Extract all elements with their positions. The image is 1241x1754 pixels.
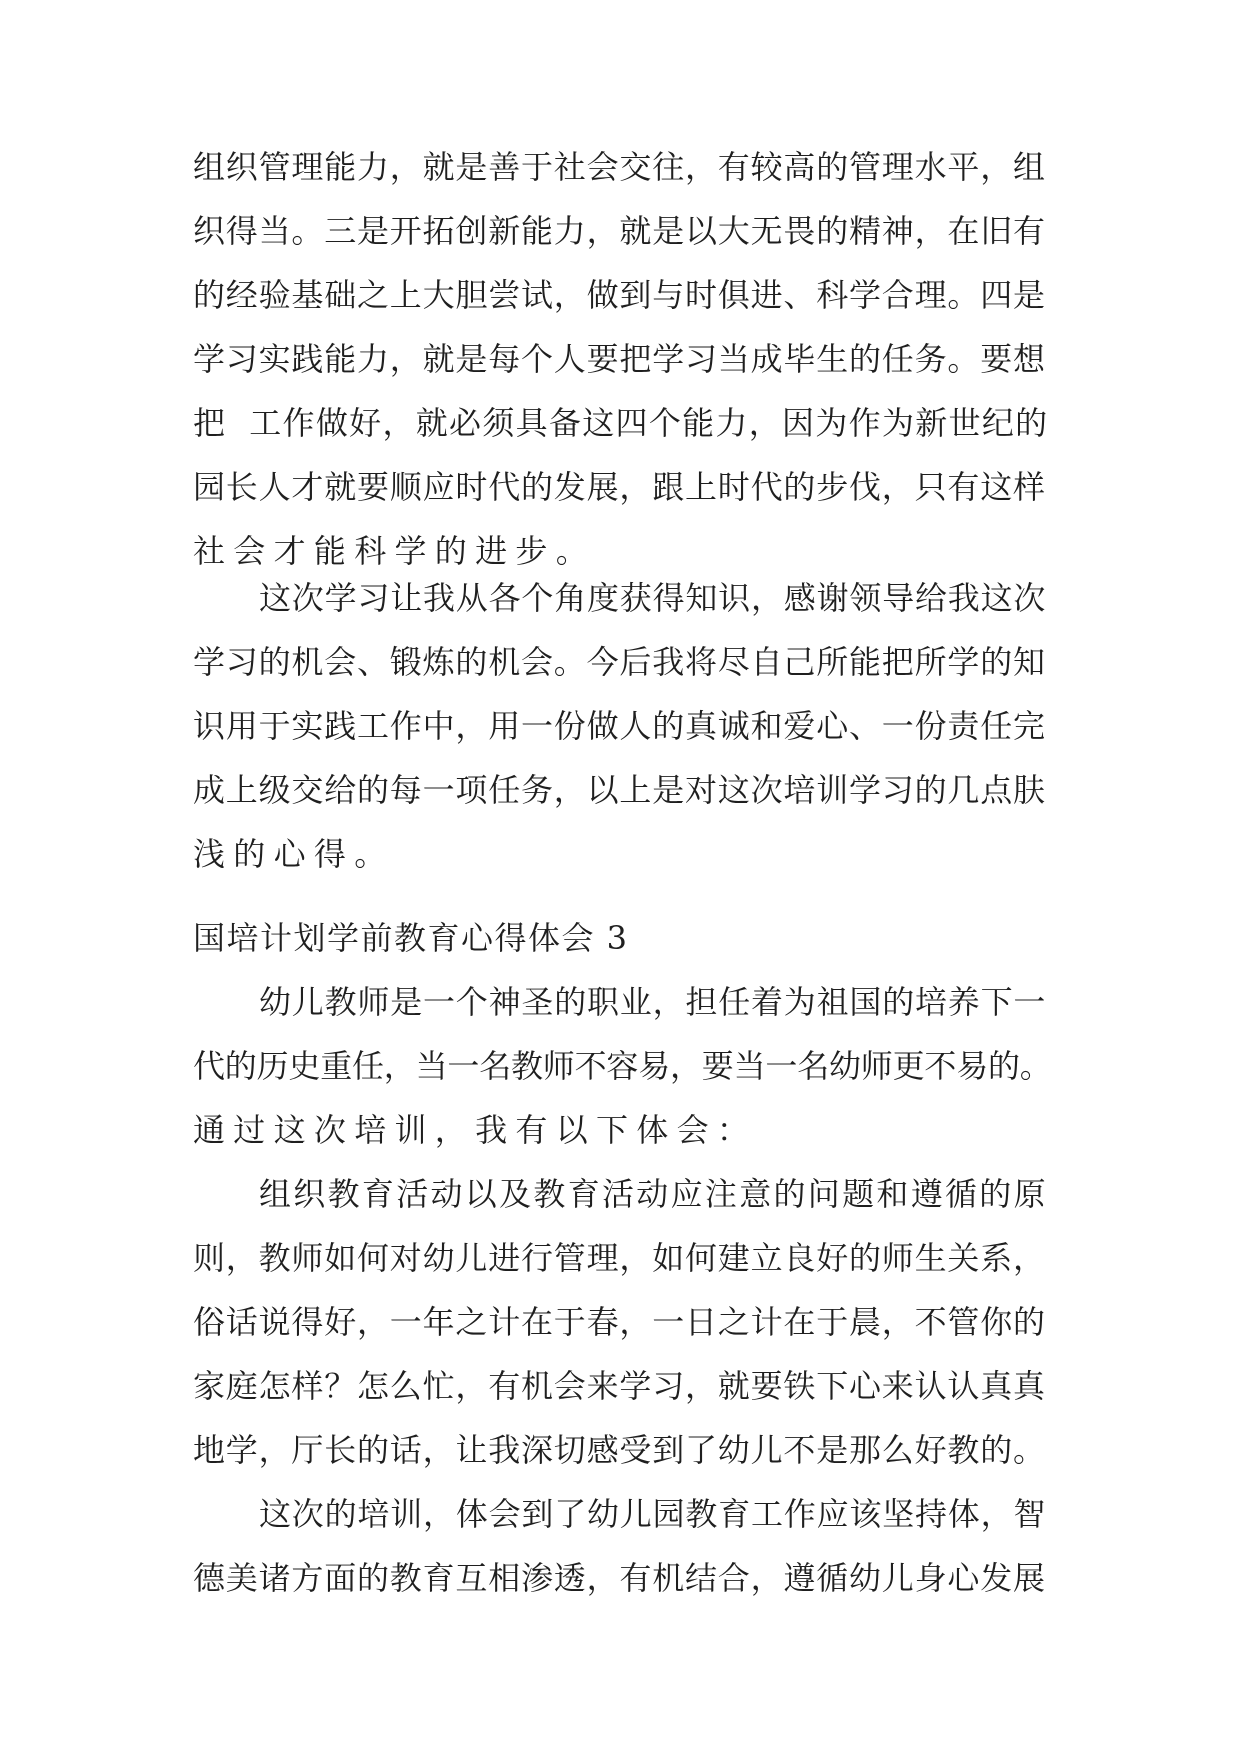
text-line: 的经验基础之上大胆尝试，做到与时俱进、科学合理。四是 bbox=[193, 276, 1046, 314]
text-line: 这次的培训，体会到了幼儿园教育工作应该坚持体，智 bbox=[259, 1495, 1047, 1533]
text-line: 织得当。三是开拓创新能力，就是以大无畏的精神，在旧有 bbox=[193, 212, 1046, 250]
text-line: 学习实践能力，就是每个人要把学习当成毕生的任务。要想 bbox=[193, 340, 1046, 378]
text-line: 家庭怎样？怎么忙，有机会来学习，就要铁下心来认认真真 bbox=[193, 1367, 1046, 1405]
paragraph-2 bbox=[193, 566, 1053, 886]
section-heading: 国培计划学前教育心得体会 3 bbox=[193, 919, 629, 957]
text-line: 幼儿教师是一个神圣的职业，担任着为祖国的培养下一 bbox=[259, 983, 1047, 1021]
text-line: 成上级交给的每一项任务，以上是对这次培训学习的几点肤 bbox=[193, 771, 1046, 809]
paragraph-5 bbox=[193, 1482, 1053, 1610]
text-line: 德美诸方面的教育互相渗透，有机结合，遵循幼儿身心发展 bbox=[193, 1559, 1046, 1597]
text-line: 俗话说得好，一年之计在于春，一日之计在于晨，不管你的 bbox=[193, 1303, 1046, 1341]
text-line: 社会才能科学的进步。 bbox=[193, 532, 597, 570]
text-line: 地学，厅长的话，让我深切感受到了幼儿不是那么好教的。 bbox=[193, 1431, 1046, 1469]
text-line: 学习的机会、锻炼的机会。今后我将尽自己所能把所学的知 bbox=[193, 643, 1046, 681]
paragraph-4 bbox=[193, 1162, 1053, 1482]
text-line: 园长人才就要顺应时代的发展，跟上时代的步伐，只有这样 bbox=[193, 468, 1046, 506]
text-line: 则，教师如何对幼儿进行管理，如何建立良好的师生关系， bbox=[193, 1239, 1046, 1277]
text-line: 代的历史重任，当一名教师不容易，要当一名幼师更不易的。 bbox=[193, 1047, 1052, 1085]
text-line: 组织教育活动以及教育活动应注意的问题和遵循的原 bbox=[259, 1175, 1048, 1213]
paragraph-1 bbox=[193, 135, 1053, 583]
text-line: 这次学习让我从各个角度获得知识，感谢领导给我这次 bbox=[259, 579, 1047, 617]
text-line: 通过这次培训，我有以下体会： bbox=[193, 1111, 758, 1149]
paragraph-3 bbox=[193, 970, 1053, 1162]
text-line: 把 工作做好，就必须具备这四个能力，因为作为新世纪的 bbox=[193, 404, 1049, 442]
text-line: 识用于实践工作中，用一份做人的真诚和爱心、一份责任完 bbox=[193, 707, 1046, 745]
text-line: 组织管理能力，就是善于社会交往，有较高的管理水平，组 bbox=[193, 148, 1046, 186]
section-heading-block bbox=[193, 906, 1053, 970]
text-line: 浅的心得。 bbox=[193, 835, 395, 873]
